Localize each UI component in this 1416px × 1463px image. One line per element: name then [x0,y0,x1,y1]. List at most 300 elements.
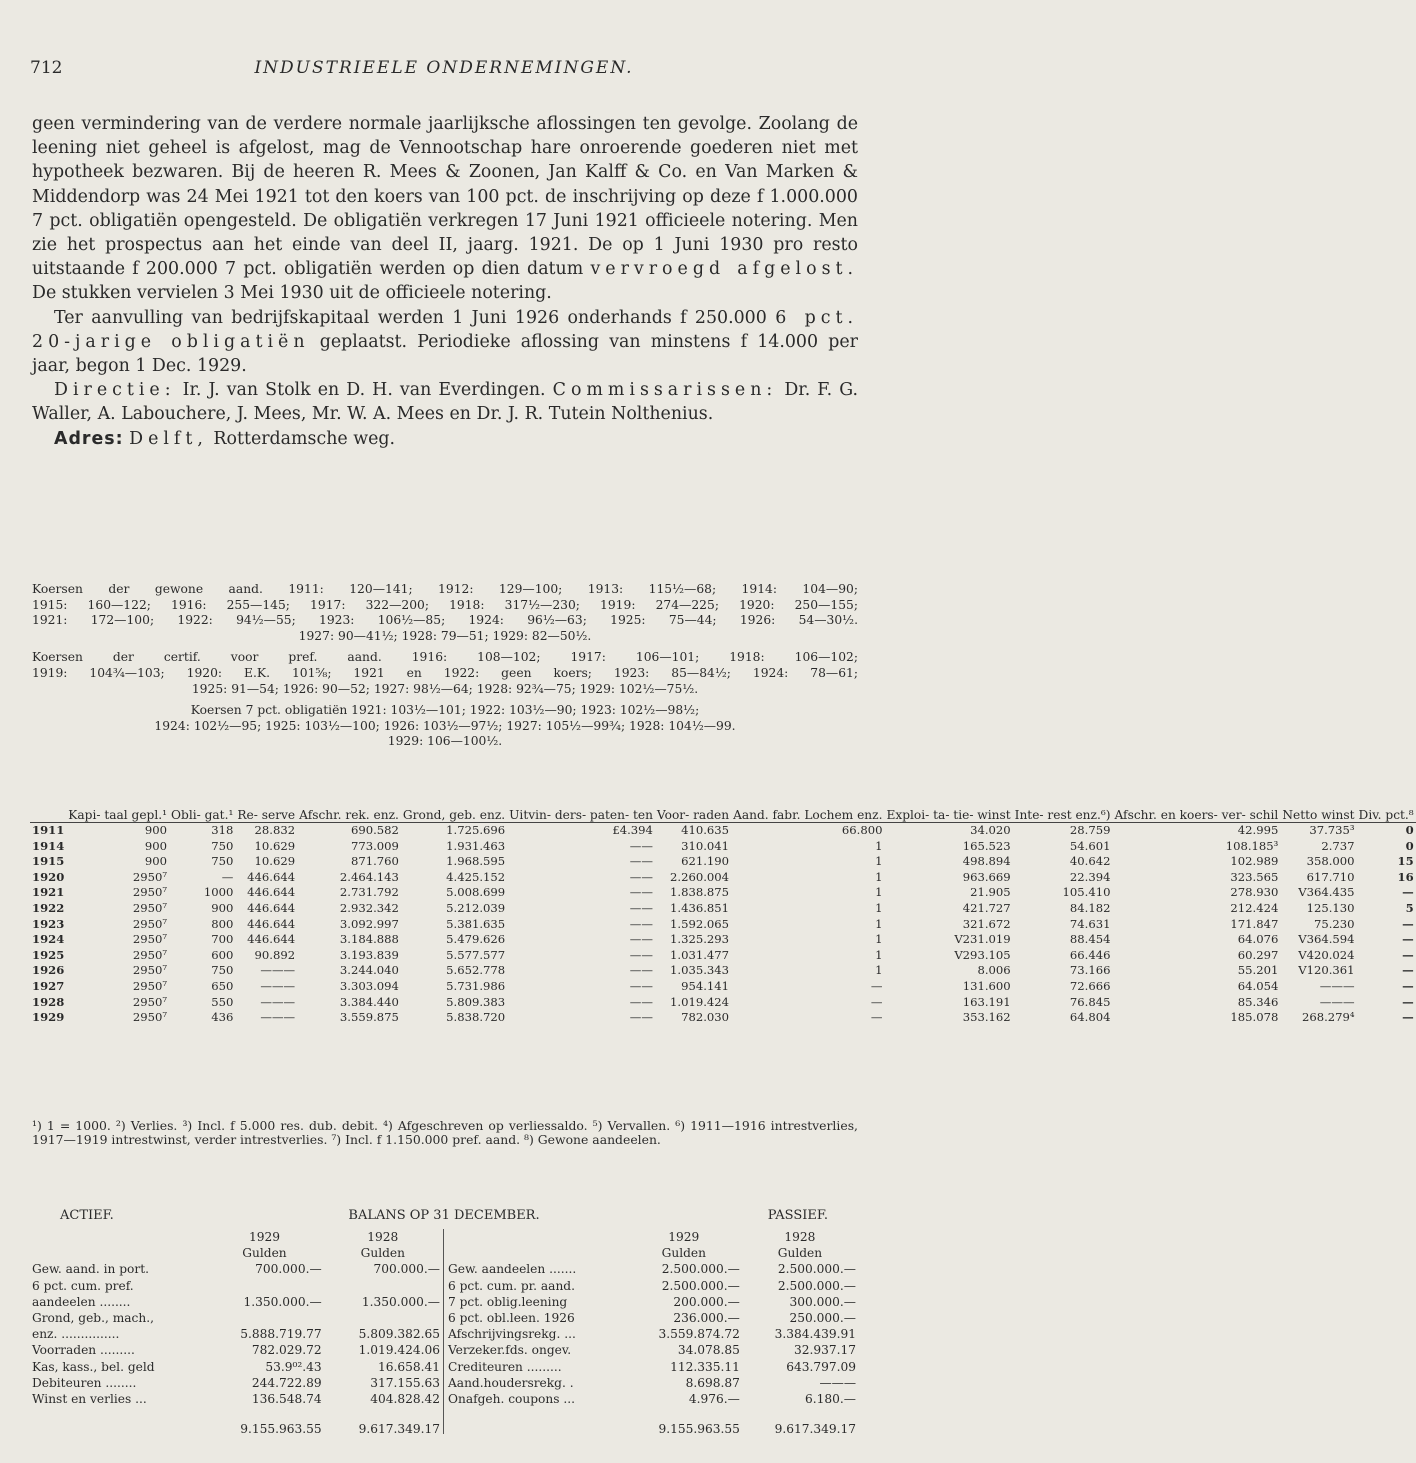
year-1928: 1928 [367,1230,399,1244]
header-grond: Grond, geb. enz. [402,808,506,822]
balans-passief-table [446,1229,858,1437]
table-cell: V120.361 [1298,963,1355,978]
row-label: 1911 [32,823,65,837]
table-cell: 40.642 [1069,854,1111,869]
financial-table [30,808,1416,1026]
balans-row [30,1391,442,1407]
koersen-gewone: Koersen der gewone aand. 1911: 120—141; 1912: 129—100; 1913: 115½—68; 1914: 104—90; 1915: 160—122; 1916: 255—145; 1917: 322—200; 1918: 317½—230; 1919: 274—225; 1920: 250—155; 1921: 172—100; 1922: 94½—55; 1923: 106½—85; 1924: 96½—63; 1925: 75—44; 1926: 54—30½. 1927: 90—41½; 1928: 79—51; 1929: 82—50½. [32,582,858,643]
table-cell: —— [629,916,653,931]
table-cell: —— [629,947,653,962]
table-cell: 2950⁷ [132,947,168,962]
row-label: 1923 [32,916,65,931]
page-number: 712 [30,58,63,78]
financial-table-body [30,823,1416,1026]
table-cell: 317.155.63 [370,1375,440,1390]
table-cell: 750 [211,963,234,978]
balans-row [446,1391,858,1407]
table-cell: 15 [1397,854,1414,869]
table-cell: 2.932.342 [339,900,399,915]
table-cell: —— [629,885,653,900]
table-cell: 88.454 [1069,932,1111,947]
table-cell: 10.629 [254,854,296,869]
row-label: Kas, kass., bel. geld [32,1359,155,1374]
table-cell: —— [629,838,653,853]
row-label: Onafgeh. coupons ... [448,1392,575,1407]
header-interest: Inte- rest enz.⁶) [1014,808,1111,822]
table-cell: — [1402,916,1414,931]
table-row [30,963,1416,979]
table-cell: 102.989 [1230,854,1279,869]
running-title: INDUSTRIEELE ONDERNEMINGEN. [254,58,634,78]
table-row [30,995,1416,1011]
passief-total-1928: 9.617.349.17 [774,1422,856,1437]
table-cell: 10.629 [254,838,296,853]
balans-row [446,1359,858,1375]
table-cell: 1.838.875 [670,885,730,900]
table-cell: 108.185³ [1225,838,1279,853]
table-cell: 900 [144,854,168,869]
table-cell: — [1402,978,1414,993]
table-cell: 1 [875,900,883,915]
table-cell: 3.193.839 [339,947,399,962]
table-header-row [30,808,1416,823]
table-cell: 1.019.424.06 [358,1343,440,1358]
table-cell: ——— [1319,978,1355,993]
table-cell: 64.054 [1237,978,1279,993]
table-cell: — [1402,947,1414,962]
table-cell: 5.888.719.77 [240,1327,322,1342]
table-cell: 3.244.040 [339,963,399,978]
table-cell: — [1402,885,1414,900]
table-cell: 34.020 [884,823,1012,839]
header-div: Div. pct.⁸ [1358,808,1414,822]
table-cell: 2.731.792 [339,885,399,900]
table-cell: £4.394 [507,823,655,839]
passief-total-row [446,1407,858,1437]
table-cell: 5.577.577 [446,947,506,962]
table-cell: 5.809.382.65 [358,1327,440,1342]
actief-total-1929: 9.155.963.55 [240,1422,322,1437]
header-afschr: Afschr. rek. enz. [299,808,399,822]
table-cell: 1 [875,869,883,884]
row-label: Gew. aand. in port. [32,1262,149,1277]
row-label: Debiteuren ........ [32,1375,137,1390]
table-cell: 750 [211,838,234,853]
balans-row [30,1359,442,1375]
balans-row [30,1294,442,1310]
row-label: 6 pct. obl.leen. 1926 [448,1311,575,1326]
unit-gulden: Gulden [242,1246,287,1261]
table-row [30,885,1416,901]
table-cell: —— [629,900,653,915]
balans-row [446,1278,858,1294]
row-label: 1920 [32,869,65,884]
table-cell: 600 [211,947,234,962]
table-cell: 1.931.463 [446,838,506,853]
table-cell: 1000 [203,885,234,900]
table-cell: 112.335.11 [670,1359,740,1374]
header-uitvind: Uitvin- ders- paten- ten [509,808,653,822]
row-label: 1929 [32,1010,65,1025]
paragraph-directie: Directie: Ir. J. van Stolk en D. H. van Everdingen. Commissarissen: Dr. F. G. Waller, A. Labouchere, J. Mees, Mr. W. A. Mees en Dr. J. R. Tutein Nolthenius. [32,380,859,425]
actief-label: ACTIEF. [60,1208,114,1223]
table-row [30,1010,1416,1026]
table-cell: 105.410 [1062,885,1111,900]
table-cell: 3.559.875 [339,1010,399,1025]
balans-row [30,1278,442,1294]
table-cell: 446.644 [247,916,296,931]
row-label: 1922 [32,900,65,915]
row-label: 1925 [32,947,65,962]
table-cell: 3.184.888 [339,932,399,947]
table-cell: 1.035.343 [670,963,730,978]
table-cell: —— [629,1010,653,1025]
row-label: Verzeker.fds. ongev. [448,1343,572,1358]
table-cell: 3.303.094 [339,978,399,993]
header-netto: Netto winst [1282,808,1355,822]
paragraph-adres: Adres: Delft, Rotterdamsche weg. [54,428,396,449]
table-row [30,917,1416,933]
actief-rows [30,1261,442,1407]
table-row [30,823,1416,839]
table-cell: 436 [211,1010,234,1025]
table-cell: — [870,994,883,1009]
table-cell: 22.394 [1069,869,1111,884]
table-cell: 446.644 [247,932,296,947]
table-cell: 42.995 [1112,823,1280,839]
table-cell: V420.024 [1298,947,1355,962]
balans-row [446,1294,858,1310]
table-cell: 5.809.383 [446,994,506,1009]
table-cell: —— [629,854,653,869]
table-cell: 8.698.87 [685,1375,740,1390]
table-cell: 2950⁷ [132,900,168,915]
table-cell: ——— [260,963,296,978]
balans-row [30,1342,442,1358]
table-cell: 165.523 [962,838,1011,853]
table-cell: — [1402,994,1414,1009]
balans-row [446,1326,858,1342]
table-cell: —— [629,869,653,884]
table-cell: 1 [875,854,883,869]
table-cell: 318 [169,823,235,839]
table-cell: 64.804 [1069,1010,1111,1025]
table-cell: 2.500.000.— [661,1262,740,1277]
table-cell: 900 [144,838,168,853]
table-cell: 782.029.72 [251,1343,322,1358]
table-cell: — [870,1010,883,1025]
table-cell: 404.828.42 [370,1392,440,1407]
table-cell: 76.845 [1069,994,1111,1009]
year-1928: 1928 [784,1230,816,1244]
table-cell: 2.500.000.— [777,1278,856,1293]
table-cell: 446.644 [247,869,296,884]
passief-label: PASSIEF. [767,1208,828,1223]
row-label: 1924 [32,932,65,947]
table-cell: 954.141 [681,978,730,993]
table-cell: 300.000.— [789,1294,856,1309]
table-cell: 5.212.039 [446,900,506,915]
table-cell: 2950⁷ [132,885,168,900]
balans-row [30,1326,442,1342]
balans-row [446,1342,858,1358]
footnotes: ¹) 1 = 1000. ²) Verlies. ³) Incl. f 5.000 res. dub. debit. ⁴) Afgeschreven op verliessaldo. ⁵) Vervallen. ⁶) 1911—1916 intrestverlies, 1917—1919 intrestwinst, verder intrestverlies. ⁷) Incl. f 1.150.000 pref. aand. ⁸) Gewone aandeelen. [32,1118,858,1148]
table-cell: 84.182 [1069,900,1111,915]
paragraph-leening: geen vermindering van de verdere normale jaarlijksche aflossingen ten gevolge. Zoolang de leening niet geheel is afgelost, mag de Vennootschap hare onroerende goederen niet met hypotheek bezwaren. Bij de heeren R. Mees & Zoonen, Jan Kalff & Co. en Van Marken & Middendorp was 24 Mei 1921 tot den koers van 100 pct. de inschrijving op deze f 1.000.000 7 pct. obligatiën opengesteld. De obligatiën verkregen 17 Juni 1921 officieele notering. Men zie het prospectus aan het einde van deel II, jaarg. 1921. De op 1 Juni 1930 pro resto uitstaande f 200.000 7 pct. obligatiën werden op dien datum vervroegd afgelost. De stukken vervielen 3 Mei 1930 uit de officieele notering. [32,114,859,304]
table-cell: 1 [875,932,883,947]
table-cell: 85.346 [1237,994,1279,1009]
table-cell: 4.976.— [688,1392,740,1407]
table-cell: 2.737 [1321,838,1355,853]
table-cell: 5.838.720 [446,1010,506,1025]
table-cell: 1 [875,885,883,900]
table-cell: 74.631 [1069,916,1111,931]
table-cell: 66.446 [1069,947,1111,962]
row-label: 6 pct. cum. pref. [32,1278,134,1293]
table-cell: 66.800 [731,823,884,839]
table-cell: 700.000.— [255,1262,322,1277]
koersen-obligaties: Koersen 7 pct. obligatiën 1921: 103½—101; 1922: 103½—90; 1923: 102½—98½; 1924: 102½—95; 1925: 103½—100; 1926: 103½—97½; 1927: 105½—99¾; 1928: 104½—99. 1929: 106—100½. [154,703,736,749]
table-cell: 1.031.477 [670,947,730,962]
table-cell: 125.130 [1306,900,1355,915]
header-reserve: Re- serve [237,808,296,822]
table-cell: 0 [1405,838,1414,853]
table-cell: V364.435 [1298,885,1355,900]
table-cell: 3.559.874.72 [658,1327,740,1342]
row-label: Grond, geb., mach., [32,1311,154,1326]
table-cell: 1.350.000.— [243,1294,322,1309]
table-cell: 643.797.09 [786,1359,856,1374]
row-label: 7 pct. oblig.leening [448,1294,568,1309]
table-cell: 1.019.424 [670,994,730,1009]
table-cell: 2950⁷ [132,978,168,993]
balans-title: BALANS OP 31 DECEMBER. [348,1208,540,1223]
header-voorraden: Voor- raden [656,808,730,822]
table-cell: 212.424 [1230,900,1279,915]
table-cell: ——— [1319,994,1355,1009]
table-cell: 550 [211,994,234,1009]
year-1929: 1929 [248,1230,280,1244]
balans-row [446,1375,858,1391]
table-cell: 446.644 [247,885,296,900]
row-label: 6 pct. cum. pr. aand. [448,1278,575,1293]
row-label: Aand.houdersrekg. . [448,1375,574,1390]
row-label: 1928 [32,994,65,1009]
table-cell: 2.260.004 [670,869,730,884]
page-header [30,58,858,88]
table-cell: — [1402,963,1414,978]
row-label: Crediteuren ......... [448,1359,562,1374]
unit-gulden: Gulden [661,1246,706,1261]
table-cell: ——— [819,1375,856,1390]
table-cell: 310.041 [681,838,730,853]
table-cell: 250.000.— [789,1311,856,1326]
table-cell [205,1310,323,1326]
table-cell: 3.384.439.91 [774,1327,856,1342]
table-row [30,979,1416,995]
table-cell: 700.000.— [373,1262,440,1277]
table-cell: 421.727 [962,900,1011,915]
body-text [32,112,858,451]
row-label: 1921 [32,885,65,900]
table-cell: 131.600 [962,978,1011,993]
table-cell: 54.601 [1069,838,1111,853]
table-cell: 4.425.152 [446,869,506,884]
table-cell: 72.666 [1069,978,1111,993]
table-cell: ——— [260,1010,296,1025]
row-label: enz. ............... [32,1327,120,1342]
table-cell: 90.892 [254,947,296,962]
table-cell: 5 [1405,900,1414,915]
table-cell: 2950⁷ [132,1010,168,1025]
table-cell [205,1278,323,1294]
table-cell: 1 [875,947,883,962]
table-cell: 410.635 [655,823,731,839]
table-cell: 28.759 [1013,823,1113,839]
table-cell: 1.436.851 [670,900,730,915]
table-cell: 5.652.778 [446,963,506,978]
table-cell: 6.180.— [805,1392,856,1407]
balans-row [30,1261,442,1277]
table-cell: V364.594 [1298,932,1355,947]
table-cell: 1.350.000.— [361,1294,440,1309]
table-cell: 498.894 [962,854,1011,869]
actief-total-1928: 9.617.349.17 [358,1422,440,1437]
table-cell: 5.381.635 [446,916,506,931]
table-cell: 1 [875,963,883,978]
table-cell: 136.548.74 [251,1392,322,1407]
table-cell: 2.500.000.— [777,1262,856,1277]
table-cell: 200.000.— [673,1294,740,1309]
table-cell: 268.279⁴ [1301,1010,1355,1025]
table-cell: 446.644 [247,900,296,915]
table-cell: 773.009 [350,838,399,853]
row-label: Afschrijvingsrekg. ... [448,1327,576,1342]
row-label: 1926 [32,963,65,978]
table-cell: 1.592.065 [670,916,730,931]
table-cell: 321.672 [962,916,1011,931]
table-cell: 1.725.696 [401,823,507,839]
row-label: 1914 [32,838,65,853]
table-cell: 3.384.440 [339,994,399,1009]
table-cell: —— [629,978,653,993]
table-cell: 73.166 [1069,963,1111,978]
table-cell: V231.019 [954,932,1011,947]
table-cell: 5.731.986 [446,978,506,993]
table-cell: 32.937.17 [793,1343,856,1358]
passief-rows [446,1261,858,1407]
table-cell: 1 [875,916,883,931]
table-cell: 28.832 [235,823,297,839]
row-label: 1915 [32,854,65,869]
table-cell: 278.930 [1230,885,1279,900]
table-cell: 34.078.85 [677,1343,740,1358]
table-cell: 617.710 [1306,869,1355,884]
table-cell: 21.905 [970,885,1011,900]
header-exploit: Exploi- ta- tie- winst [886,808,1011,822]
table-row [30,870,1416,886]
header-afschrkoers: Afschr. en koers- ver- schil [1114,808,1279,822]
table-cell: 16.658.41 [377,1359,440,1374]
header-kapitaal: Kapi- taal gepl.¹ [68,808,168,822]
table-cell: 900 [66,823,169,839]
table-cell: 55.201 [1237,963,1279,978]
table-row [30,901,1416,917]
row-label: aandeelen ........ [32,1294,131,1309]
table-cell: 75.230 [1313,916,1355,931]
table-cell: V293.105 [954,947,1011,962]
table-cell: 2.500.000.— [661,1278,740,1293]
table-cell: 60.297 [1237,947,1279,962]
table-cell: 750 [211,854,234,869]
table-cell: —— [629,963,653,978]
table-cell: 1.325.293 [670,932,730,947]
table-cell: 900 [211,900,234,915]
row-label: Winst en verlies ... [32,1392,147,1407]
header-aandfabr: Aand. fabr. Lochem enz. [733,808,883,822]
row-label: Gew. aandeelen ....... [448,1262,577,1277]
table-cell: 3.092.997 [339,916,399,931]
table-cell: 244.722.89 [251,1375,322,1390]
table-cell: 2.464.143 [339,869,399,884]
actief-total-row [30,1407,442,1437]
table-cell: 53.9⁰².43 [265,1359,322,1374]
balans-row [446,1310,858,1326]
table-cell: — [221,869,234,884]
table-cell: 871.760 [350,854,399,869]
koersen-pref: Koersen der certif. voor pref. aand. 1916: 108—102; 1917: 106—101; 1918: 106—102; 1919: 104¾—103; 1920: E.K. 101⅝; 1921 en 1922: geen koers; 1923: 85—84½; 1924: 78—61; 1925: 91—54; 1926: 90—52; 1927: 98½—64; 1928: 92¾—75; 1929: 102½—75½. [32,650,858,696]
table-cell: ——— [260,978,296,993]
table-cell: 2950⁷ [132,932,168,947]
balans-row [30,1310,442,1326]
header-obli: Obli- gat.¹ [171,808,234,822]
table-cell: 37.735³ [1280,823,1356,839]
table-cell: 171.847 [1230,916,1279,931]
table-row [30,839,1416,855]
unit-gulden: Gulden [777,1246,823,1261]
table-cell: ——— [260,994,296,1009]
table-cell: 353.162 [962,1010,1011,1025]
row-label: Voorraden ......... [32,1343,135,1358]
table-cell: 650 [211,978,234,993]
table-cell: 64.076 [1237,932,1279,947]
table-cell: — [1402,932,1414,947]
table-cell: 621.190 [681,854,730,869]
table-cell: 2950⁷ [132,994,168,1009]
table-row [30,948,1416,964]
table-cell: 782.030 [681,1010,730,1025]
paragraph-obligaties: Ter aanvulling van bedrijfskapitaal werden 1 Juni 1926 onderhands f 250.000 6 pct. 20-jarige obligatiën geplaatst. Periodieke aflossing van minstens f 14.000 per jaar, begon 1 Dec. 1929. [32,307,858,377]
table-cell: 1 [875,838,883,853]
table-cell: 185.078 [1230,1010,1279,1025]
table-cell: 1.968.595 [446,854,506,869]
koersen-section [32,582,858,756]
balans-actief-table [30,1229,442,1437]
table-cell: 323.565 [1230,869,1279,884]
table-cell: 5.008.699 [446,885,506,900]
table-cell: 800 [211,916,234,931]
table-cell: — [870,978,883,993]
table-cell: 8.006 [977,963,1011,978]
balans-divider [443,1229,444,1434]
table-cell: 2950⁷ [132,916,168,931]
table-cell: 0 [1357,823,1416,839]
passief-total-1929: 9.155.963.55 [658,1422,740,1437]
table-row [30,932,1416,948]
row-label: 1927 [32,978,65,993]
table-cell: 690.582 [297,823,401,839]
table-cell [324,1310,442,1326]
